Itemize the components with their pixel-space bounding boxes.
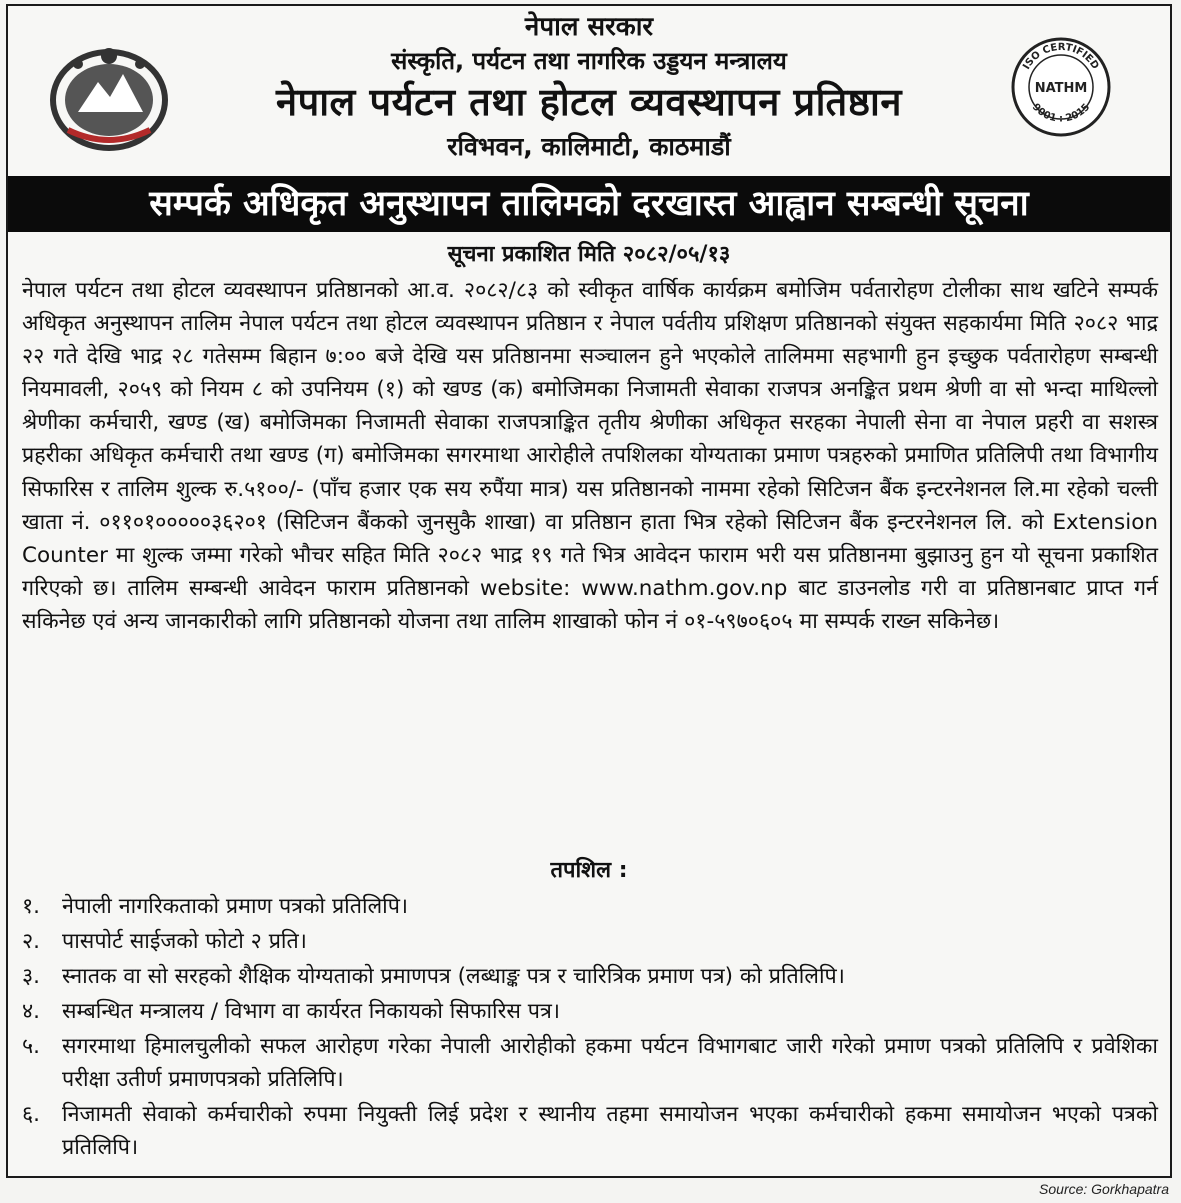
list-item-text: पासपोर्ट साईजको फोटो २ प्रति।	[62, 929, 307, 954]
notice-title: सम्पर्क अधिकृत अनुस्थापन तालिमको दरखास्त आह्वान सम्बन्धी सूचना	[8, 176, 1170, 232]
organization-address: रविभवन, कालिमाटी, काठमाडौं	[447, 131, 731, 161]
government-name: नेपाल सरकार	[524, 12, 654, 42]
list-item-number: ६.	[22, 1102, 41, 1127]
published-date: सूचना प्रकाशित मिति २०८२/०५/१३	[447, 242, 731, 267]
source-credit: Source: Gorkhapatra	[1039, 1181, 1169, 1197]
list-item-number: ३.	[22, 964, 41, 989]
list-item	[22, 890, 1158, 923]
list-item-text: सगरमाथा हिमालचुलीको सफल आरोहण गरेका नेपाली आरोहीको हकमा पर्यटन विभागबाट जारी गरेको प्रमाण पत्रको प्रतिलिपि र प्रवेशिका परीक्षा उतीर्ण प्रमाणपत्रको प्रतिलिपि।	[62, 1034, 1158, 1092]
list-item-number: ४.	[22, 999, 41, 1024]
notice-frame	[6, 4, 1172, 1178]
list-item-text: निजामती सेवाको कर्मचारीको रुपमा नियुक्ती लिई प्रदेश र स्थानीय तहमा समायोजन भएका कर्मचारीको हकमा समायोजन भएको पत्रको प्रतिलिपि।	[62, 1102, 1158, 1160]
list-item-text: स्नातक वा सो सरहको शैक्षिक योग्यताको प्रमाणपत्र (लब्धाङ्क पत्र र चारित्रिक प्रमाण पत्र) को प्रतिलिपि।	[62, 964, 845, 989]
annex-title: तपशिल :	[550, 858, 628, 883]
list-item	[22, 995, 1158, 1028]
iso-certified-badge-icon	[1010, 36, 1112, 138]
header-text	[8, 12, 1170, 162]
annex-list	[22, 890, 1158, 1166]
list-item-text: सम्बन्धित मन्त्रालय / विभाग वा कार्यरत निकायको सिफारिस पत्र।	[62, 999, 560, 1024]
list-item	[22, 925, 1158, 958]
notice-body: नेपाल पर्यटन तथा होटल व्यवस्थापन प्रतिष्ठानको आ.व. २०८२/८३ को स्वीकृत वार्षिक कार्यक्रम बमोजिम पर्वतारोहण टोलीका साथ खटिने सम्पर्क अधिकृत अनुस्थापन तालिम नेपाल पर्यटन तथा होटल व्यवस्थापन प्रतिष्ठान र नेपाल पर्वतीय प्रशिक्षण प्रतिष्ठानको संयुक्त सहकार्यमा मिति २०८२ भाद्र २२ गते देखि भाद्र २८ गतेसम्म बिहान ७:०० बजे देखि यस प्रतिष्ठानमा सञ्चालन हुने भएकोले तालिममा सहभागी हुन इच्छुक पर्वतारोहण सम्बन्धी नियमावली, २०५९ को नियम ८ को उपनियम (१) को खण्ड (क) बमोजिमका निजामती सेवाका राजपत्र अनङ्कित प्रथम श्रेणी वा सो भन्दा माथिल्लो श्रेणीका कर्मचारी, खण्ड (ख) बमोजिमका निजामती सेवाका राजपत्राङ्कित तृतीय श्रेणीका अधिकृत सरहका नेपाली सेना वा नेपाल प्रहरी वा सशस्त्र प्रहरीका अधिकृत कर्मचारी तथा खण्ड (ग) बमोजिमका सगरमाथा आरोहीले तपशिलका योग्यताका प्रमाण पत्रहरुको प्रमाणित प्रतिलिपी तथा विभागीय सिफारिस र तालिम शुल्क रु.५१००/- (पाँच हजार एक सय रुपैंया मात्र) यस प्रतिष्ठानको नाममा रहेको सिटिजन बैंक इन्टरनेशनल लि.मा रहेको चल्ती खाता नं. ०११०१०००००३६२०१ (सिटिजन बैंकको जुनसुकै शाखा) वा प्रतिष्ठान हाता भित्र रहेको सिटिजन बैंक इन्टरनेशनल लि. को Extension Counter मा शुल्क जम्मा गरेको भौचर सहित मिति २०८२ भाद्र १९ गते भित्र आवेदन फाराम भरी यस प्रतिष्ठानमा बुझाउनु हुन यो सूचना प्रकाशित गरिएको छ। तालिम सम्बन्धी आवेदन फाराम प्रतिष्ठानको website: www.nathm.gov.np बाट डाउनलोड गरी वा प्रतिष्ठानबाट प्राप्त गर्न सकिनेछ एवं अन्य जानकारीको लागि प्रतिष्ठानको योजना तथा तालिम शाखाको फोन नं ०१-५९७०६०५ मा सम्पर्क राख्न सकिनेछ।	[22, 278, 1158, 634]
notice-header	[8, 6, 1170, 174]
list-item-number: ५.	[22, 1034, 41, 1059]
organization-name: नेपाल पर्यटन तथा होटल व्यवस्थापन प्रतिष्ठान	[276, 79, 902, 124]
list-item	[22, 1098, 1158, 1164]
list-item-text: नेपाली नागरिकताको प्रमाण पत्रको प्रतिलिपि।	[62, 894, 409, 919]
list-item-number: २.	[22, 929, 41, 954]
iso-badge-bottom-text: 9001 : 2015	[1029, 101, 1093, 125]
list-item	[22, 960, 1158, 993]
iso-badge-top-text: ISO CERTIFIED	[1021, 41, 1101, 72]
iso-badge-center-text: NATHM	[1034, 81, 1088, 96]
list-item	[22, 1030, 1158, 1096]
list-item-number: १.	[22, 894, 41, 919]
ministry-name: संस्कृति, पर्यटन तथा नागरिक उड्डयन मन्त्रालय	[391, 47, 787, 76]
